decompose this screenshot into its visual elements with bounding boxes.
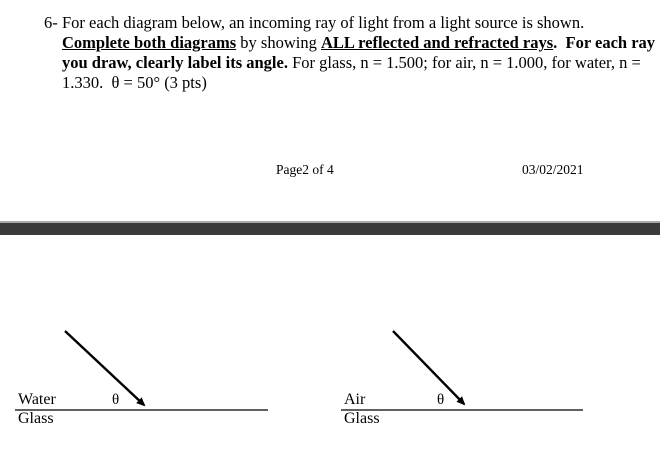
- diagrams-canvas: [0, 300, 660, 455]
- medium-label-glass-2: Glass: [344, 410, 380, 427]
- question-intro: For each diagram below, an incoming ray of light from a light source is shown.: [62, 13, 585, 32]
- question-number: 6-: [44, 13, 58, 32]
- diagram-water-glass: [15, 331, 268, 427]
- medium-label-water: Water: [18, 391, 56, 408]
- theta-label-2: θ: [437, 392, 445, 408]
- points-value: (3 pts): [164, 73, 207, 92]
- question-body: [62, 13, 656, 93]
- medium-label-glass-1: Glass: [18, 410, 54, 427]
- page-date: 03/02/2021: [522, 162, 584, 177]
- instruction-connector: by showing: [236, 33, 321, 52]
- refractive-indices: For glass, n = 1.500; for air, n = 1.000, for water, n = 1.330.: [62, 53, 641, 92]
- question-6: [44, 13, 656, 93]
- instruction-period: .: [553, 33, 558, 52]
- incident-angle: θ = 50°: [111, 73, 161, 92]
- incident-ray-1: [65, 331, 144, 405]
- all-rays-instruction: ALL reflected and refracted rays: [320, 33, 554, 52]
- page-number: Page2 of 4: [276, 162, 334, 177]
- medium-label-air: Air: [344, 391, 366, 408]
- theta-label-1: θ: [112, 392, 120, 408]
- incident-ray-2: [393, 331, 464, 404]
- page-separator: [0, 221, 660, 235]
- diagram-air-glass: [341, 331, 583, 427]
- complete-diagrams-instruction: Complete both diagrams: [62, 33, 237, 52]
- label-angle-instruction: For each ray you draw, clearly label its angle.: [62, 33, 656, 72]
